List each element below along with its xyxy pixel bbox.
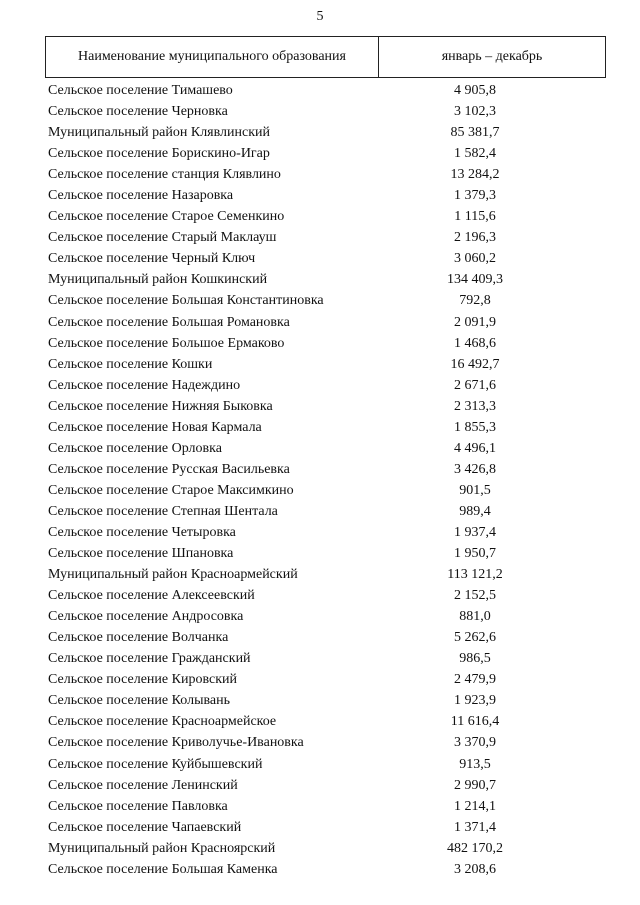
- municipality-name: Сельское поселение Павловка: [48, 798, 228, 814]
- table-row: [0, 354, 640, 375]
- table-row: [0, 101, 640, 122]
- municipality-name: Сельское поселение Шпановка: [48, 546, 234, 562]
- municipality-name: Сельское поселение Большая Каменка: [48, 861, 278, 877]
- header-period-column: январь – декабрь: [441, 49, 543, 64]
- municipality-name: Сельское поселение Большое Ермаково: [48, 335, 285, 351]
- table-row: [0, 290, 640, 311]
- table-row: [0, 606, 640, 627]
- municipality-name: Сельское поселение Колывань: [48, 693, 230, 709]
- period-value: 986,5: [459, 651, 491, 667]
- municipality-name: Сельское поселение Назаровка: [48, 188, 234, 204]
- municipality-name: Сельское поселение Нижняя Быковка: [48, 398, 273, 414]
- period-value: 16 492,7: [450, 356, 500, 372]
- period-value: 134 409,3: [447, 272, 503, 288]
- period-value: 3 060,2: [454, 251, 496, 267]
- table-row: [0, 522, 640, 543]
- table-row: [0, 480, 640, 501]
- municipality-name: Сельское поселение Орловка: [48, 440, 222, 456]
- period-value: 3 426,8: [454, 461, 496, 477]
- period-value: 2 671,6: [454, 377, 496, 393]
- municipality-name: Сельское поселение Тимашево: [48, 83, 233, 98]
- table-row: [0, 817, 640, 838]
- period-value: 881,0: [459, 609, 491, 625]
- municipality-name: Сельское поселение Надеждино: [48, 377, 241, 393]
- table-header: [45, 36, 606, 78]
- table-row: [0, 438, 640, 459]
- municipality-name: Сельское поселение Новая Кармала: [48, 419, 262, 435]
- period-value: 4 496,1: [454, 440, 496, 456]
- table-row: [0, 711, 640, 732]
- municipality-name: Сельское поселение Большая Константиновка: [48, 293, 324, 309]
- table-row: [0, 122, 640, 143]
- table-row: [0, 754, 640, 775]
- municipality-name: Сельское поселение Старый Маклауш: [48, 230, 277, 246]
- table-row: [0, 333, 640, 354]
- period-value: 3 370,9: [454, 735, 496, 751]
- municipality-name: Муниципальный район Красноармейский: [48, 567, 298, 583]
- table-row: [0, 775, 640, 796]
- period-value: 2 152,5: [454, 588, 496, 604]
- header-name-column: Наименование муниципального образования: [46, 37, 379, 77]
- table-row: [0, 143, 640, 164]
- municipality-name: Сельское поселение Четыровка: [48, 524, 236, 540]
- period-value: 4 905,8: [454, 83, 496, 98]
- table-row: [0, 627, 640, 648]
- period-value: 2 990,7: [454, 777, 496, 793]
- table-row: [0, 227, 640, 248]
- table-row: [0, 732, 640, 753]
- period-value: 913,5: [459, 756, 491, 772]
- municipality-name: Сельское поселение Ленинский: [48, 777, 238, 793]
- period-value: 792,8: [459, 293, 491, 309]
- municipality-name: Сельское поселение Старое Семенкино: [48, 209, 285, 225]
- municipality-name: Сельское поселение Степная Шентала: [48, 503, 278, 519]
- period-value: 1 855,3: [454, 419, 496, 435]
- table-row: [0, 648, 640, 669]
- table-row: [0, 690, 640, 711]
- period-value: 1 371,4: [454, 819, 496, 835]
- municipality-name: Муниципальный район Кошкинский: [48, 272, 268, 288]
- municipality-name: Сельское поселение Чапаевский: [48, 819, 242, 835]
- table-row: [0, 248, 640, 269]
- municipality-name: Сельское поселение Гражданский: [48, 651, 251, 667]
- municipality-name: Муниципальный район Красноярский: [48, 840, 276, 856]
- period-value: 1 115,6: [454, 209, 496, 225]
- period-value: 2 091,9: [454, 314, 496, 330]
- period-value: 2 196,3: [454, 230, 496, 246]
- municipality-name: Сельское поселение Русская Васильевка: [48, 461, 290, 477]
- table-row: [0, 859, 640, 880]
- table-row: [0, 312, 640, 333]
- table-row: [0, 501, 640, 522]
- table-row: [0, 375, 640, 396]
- period-value: 11 616,4: [450, 714, 500, 730]
- table-row: [0, 459, 640, 480]
- period-value: 3 208,6: [454, 861, 496, 877]
- municipality-name: Сельское поселение Волчанка: [48, 630, 229, 646]
- table-row: [0, 585, 640, 606]
- period-value: 113 121,2: [447, 567, 503, 583]
- table-row: [0, 417, 640, 438]
- period-value: 5 262,6: [454, 630, 496, 646]
- table-row: [0, 564, 640, 585]
- table-row: [0, 269, 640, 290]
- period-value: 2 479,9: [454, 672, 496, 688]
- period-value: 482 170,2: [447, 840, 503, 856]
- period-value: 2 313,3: [454, 398, 496, 414]
- municipality-name: Сельское поселение Алексеевский: [48, 588, 255, 604]
- table-row: [0, 185, 640, 206]
- table-row: [0, 796, 640, 817]
- table-row: [0, 206, 640, 227]
- page-number: 5: [316, 9, 324, 24]
- period-value: 1 923,9: [454, 693, 496, 709]
- municipality-name: Сельское поселение Куйбышевский: [48, 756, 263, 772]
- period-value: 901,5: [459, 482, 491, 498]
- municipality-name: Сельское поселение Черный Ключ: [48, 251, 256, 267]
- table-body: [0, 80, 640, 880]
- municipality-name: Сельское поселение Кошки: [48, 356, 213, 372]
- municipality-name: Сельское поселение станция Клявлино: [48, 167, 281, 183]
- period-value: 1 468,6: [454, 335, 496, 351]
- municipality-name: Сельское поселение Красноармейское: [48, 714, 277, 730]
- municipality-name: Сельское поселение Криволучье-Ивановка: [48, 735, 304, 751]
- period-value: 1 214,1: [454, 798, 496, 814]
- table-row: [0, 543, 640, 564]
- period-value: 1 950,7: [454, 546, 496, 562]
- period-value: 13 284,2: [450, 167, 500, 183]
- period-value: 989,4: [459, 503, 491, 519]
- period-value: 85 381,7: [450, 125, 500, 141]
- municipality-name: Муниципальный район Клявлинский: [48, 125, 271, 141]
- period-value: 1 937,4: [454, 524, 496, 540]
- municipality-name: Сельское поселение Андросовка: [48, 609, 244, 625]
- period-value: 1 582,4: [454, 146, 496, 162]
- table-row: [0, 838, 640, 859]
- municipality-name: Сельское поселение Черновка: [48, 104, 228, 120]
- municipality-name: Сельское поселение Большая Романовка: [48, 314, 290, 330]
- table-row: [0, 164, 640, 185]
- table-row: [0, 396, 640, 417]
- municipality-name: Сельское поселение Кировский: [48, 672, 237, 688]
- period-value: 3 102,3: [454, 104, 496, 120]
- period-value: 1 379,3: [454, 188, 496, 204]
- table-row: [0, 80, 640, 101]
- municipality-name: Сельское поселение Борискино-Игар: [48, 146, 270, 162]
- municipality-name: Сельское поселение Старое Максимкино: [48, 482, 294, 498]
- table-row: [0, 669, 640, 690]
